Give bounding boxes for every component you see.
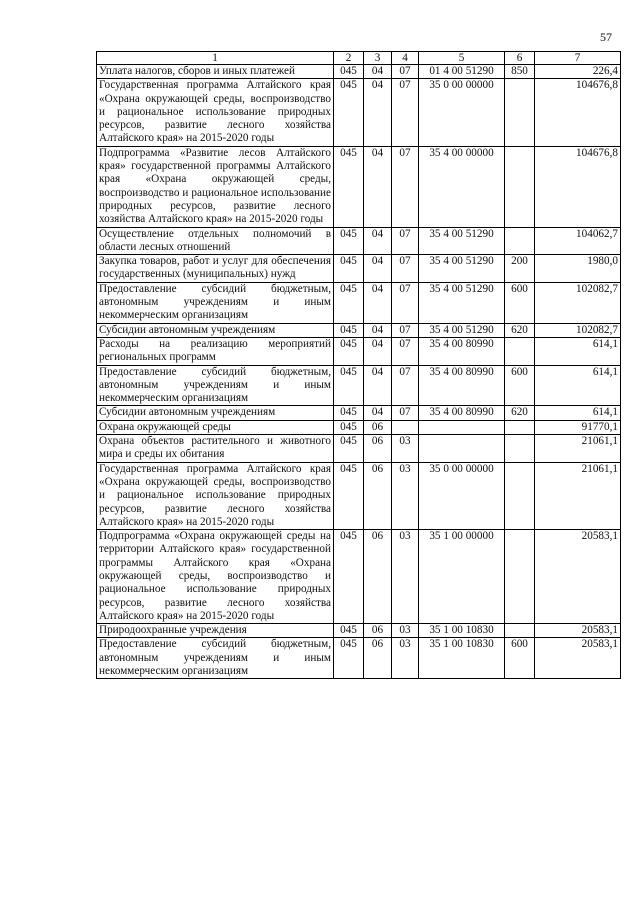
item-name-cell: Расходы на реализацию мероприятий региональных программ (97, 337, 334, 365)
subsection-code-cell: 07 (392, 323, 419, 337)
amount-cell: 91770,1 (535, 420, 621, 434)
header-row (97, 52, 621, 65)
amount-cell: 21061,1 (535, 435, 621, 463)
target-article-cell: 35 4 00 80990 (419, 365, 505, 406)
section-code-cell: 04 (364, 365, 392, 406)
column-header: 5 (419, 52, 505, 65)
amount-cell: 20583,1 (535, 530, 621, 624)
amount-cell: 21061,1 (535, 462, 621, 529)
target-article-cell: 35 4 00 51290 (419, 255, 505, 283)
section-code-cell: 04 (364, 255, 392, 283)
section-code-cell: 06 (364, 462, 392, 529)
table-row (97, 65, 621, 79)
subsection-code-cell: 03 (392, 435, 419, 463)
target-article-cell (419, 420, 505, 434)
target-article-cell: 35 1 00 00000 (419, 530, 505, 624)
target-article-cell: 35 0 00 00000 (419, 79, 505, 146)
target-article-cell: 01 4 00 51290 (419, 65, 505, 79)
section-code-cell: 06 (364, 638, 392, 679)
admin-code-cell: 045 (334, 420, 364, 434)
item-name-cell: Субсидии автономным учреждениям (97, 323, 334, 337)
amount-cell: 104676,8 (535, 146, 621, 227)
item-name-cell: Подпрограмма «Развитие лесов Алтайского края» государственной программы Алтайского края «Охрана окружающей среды, воспроизводство и рациональное использование природных ресурсов, развитие лесного хозяйства Алтайского края» на 2015-2020 годы (97, 146, 334, 227)
item-name-cell: Осуществление отдельных полномочий в области лесных отношений (97, 227, 334, 255)
admin-code-cell: 045 (334, 406, 364, 420)
table-row (97, 638, 621, 679)
table-row (97, 530, 621, 624)
target-article-cell: 35 1 00 10830 (419, 638, 505, 679)
expense-type-cell: 850 (505, 65, 535, 79)
target-article-cell: 35 4 00 80990 (419, 337, 505, 365)
item-name-cell: Охрана объектов растительного и животного мира и среды их обитания (97, 435, 334, 463)
admin-code-cell: 045 (334, 65, 364, 79)
item-name-cell: Охрана окружающей среды (97, 420, 334, 434)
amount-cell: 614,1 (535, 406, 621, 420)
amount-cell: 104062,7 (535, 227, 621, 255)
column-header: 7 (535, 52, 621, 65)
table-row (97, 146, 621, 227)
section-code-cell: 04 (364, 282, 392, 323)
subsection-code-cell: 07 (392, 146, 419, 227)
item-name-cell: Государственная программа Алтайского края «Охрана окружающей среды, воспроизводство и рациональное использование природных ресурсов, развитие лесного хозяйства Алтайского края» на 2015-2020 годы (97, 79, 334, 146)
subsection-code-cell: 07 (392, 365, 419, 406)
section-code-cell: 04 (364, 323, 392, 337)
amount-cell: 614,1 (535, 337, 621, 365)
expense-type-cell (505, 420, 535, 434)
subsection-code-cell: 07 (392, 282, 419, 323)
expense-type-cell: 600 (505, 282, 535, 323)
table-row (97, 337, 621, 365)
admin-code-cell: 045 (334, 530, 364, 624)
target-article-cell: 35 0 00 00000 (419, 462, 505, 529)
column-header: 6 (505, 52, 535, 65)
admin-code-cell: 045 (334, 79, 364, 146)
table-row (97, 282, 621, 323)
expense-type-cell: 600 (505, 638, 535, 679)
page-number: 57 (600, 30, 612, 44)
amount-cell: 614,1 (535, 365, 621, 406)
item-name-cell: Природоохранные учреждения (97, 624, 334, 638)
subsection-code-cell: 03 (392, 638, 419, 679)
admin-code-cell: 045 (334, 227, 364, 255)
budget-table (96, 51, 621, 679)
table-row (97, 462, 621, 529)
section-code-cell: 04 (364, 79, 392, 146)
column-header: 4 (392, 52, 419, 65)
table-row (97, 624, 621, 638)
expense-type-cell (505, 227, 535, 255)
target-article-cell: 35 4 00 51290 (419, 227, 505, 255)
amount-cell: 102082,7 (535, 282, 621, 323)
item-name-cell: Государственная программа Алтайского края «Охрана окружающей среды, воспроизводство и рациональное использование природных ресурсов, развитие лесного хозяйства Алтайского края» на 2015-2020 годы (97, 462, 334, 529)
expense-type-cell (505, 337, 535, 365)
subsection-code-cell: 07 (392, 337, 419, 365)
admin-code-cell: 045 (334, 462, 364, 529)
item-name-cell: Предоставление субсидий бюджетным, автономным учреждениям и иным некоммерческим организациям (97, 365, 334, 406)
item-name-cell: Субсидии автономным учреждениям (97, 406, 334, 420)
table-row (97, 420, 621, 434)
item-name-cell: Уплата налогов, сборов и иных платежей (97, 65, 334, 79)
column-header: 3 (364, 52, 392, 65)
amount-cell: 104676,8 (535, 79, 621, 146)
expense-type-cell (505, 624, 535, 638)
table-row (97, 79, 621, 146)
section-code-cell: 04 (364, 337, 392, 365)
expense-type-cell: 600 (505, 365, 535, 406)
item-name-cell: Закупка товаров, работ и услуг для обеспечения государственных (муниципальных) нужд (97, 255, 334, 283)
table-row (97, 323, 621, 337)
subsection-code-cell: 03 (392, 530, 419, 624)
section-code-cell: 04 (364, 227, 392, 255)
item-name-cell: Предоставление субсидий бюджетным, автономным учреждениям и иным некоммерческим организациям (97, 638, 334, 679)
amount-cell: 226,4 (535, 65, 621, 79)
target-article-cell: 35 4 00 51290 (419, 323, 505, 337)
section-code-cell: 04 (364, 146, 392, 227)
admin-code-cell: 045 (334, 435, 364, 463)
target-article-cell: 35 1 00 10830 (419, 624, 505, 638)
subsection-code-cell: 07 (392, 406, 419, 420)
section-code-cell: 04 (364, 406, 392, 420)
amount-cell: 20583,1 (535, 638, 621, 679)
section-code-cell: 06 (364, 420, 392, 434)
table-row (97, 365, 621, 406)
target-article-cell: 35 4 00 00000 (419, 146, 505, 227)
expense-type-cell (505, 530, 535, 624)
admin-code-cell: 045 (334, 282, 364, 323)
table-body (97, 52, 621, 679)
item-name-cell: Подпрограмма «Охрана окружающей среды на территории Алтайского края» государственной программы Алтайского края «Охрана окружающей среды, воспроизводство и рациональное использование природных ресурсов, развитие лесного хозяйства Алтайского края» на 2015-2020 годы (97, 530, 334, 624)
column-header: 2 (334, 52, 364, 65)
table-row (97, 435, 621, 463)
section-code-cell: 06 (364, 530, 392, 624)
admin-code-cell: 045 (334, 146, 364, 227)
table-row (97, 255, 621, 283)
target-article-cell (419, 435, 505, 463)
subsection-code-cell: 03 (392, 624, 419, 638)
subsection-code-cell: 07 (392, 255, 419, 283)
admin-code-cell: 045 (334, 323, 364, 337)
admin-code-cell: 045 (334, 255, 364, 283)
admin-code-cell: 045 (334, 624, 364, 638)
amount-cell: 102082,7 (535, 323, 621, 337)
table-row (97, 227, 621, 255)
item-name-cell: Предоставление субсидий бюджетным, автономным учреждениям и иным некоммерческим организациям (97, 282, 334, 323)
expense-type-cell: 620 (505, 406, 535, 420)
section-code-cell: 04 (364, 65, 392, 79)
expense-type-cell (505, 146, 535, 227)
subsection-code-cell: 03 (392, 462, 419, 529)
expense-type-cell (505, 79, 535, 146)
subsection-code-cell: 07 (392, 227, 419, 255)
expense-type-cell: 620 (505, 323, 535, 337)
admin-code-cell: 045 (334, 337, 364, 365)
subsection-code-cell: 07 (392, 79, 419, 146)
target-article-cell: 35 4 00 80990 (419, 406, 505, 420)
subsection-code-cell (392, 420, 419, 434)
column-header: 1 (97, 52, 334, 65)
admin-code-cell: 045 (334, 365, 364, 406)
expense-type-cell: 200 (505, 255, 535, 283)
section-code-cell: 06 (364, 435, 392, 463)
section-code-cell: 06 (364, 624, 392, 638)
amount-cell: 1980,0 (535, 255, 621, 283)
amount-cell: 20583,1 (535, 624, 621, 638)
target-article-cell: 35 4 00 51290 (419, 282, 505, 323)
table-row (97, 406, 621, 420)
subsection-code-cell: 07 (392, 65, 419, 79)
expense-type-cell (505, 435, 535, 463)
admin-code-cell: 045 (334, 638, 364, 679)
expense-type-cell (505, 462, 535, 529)
